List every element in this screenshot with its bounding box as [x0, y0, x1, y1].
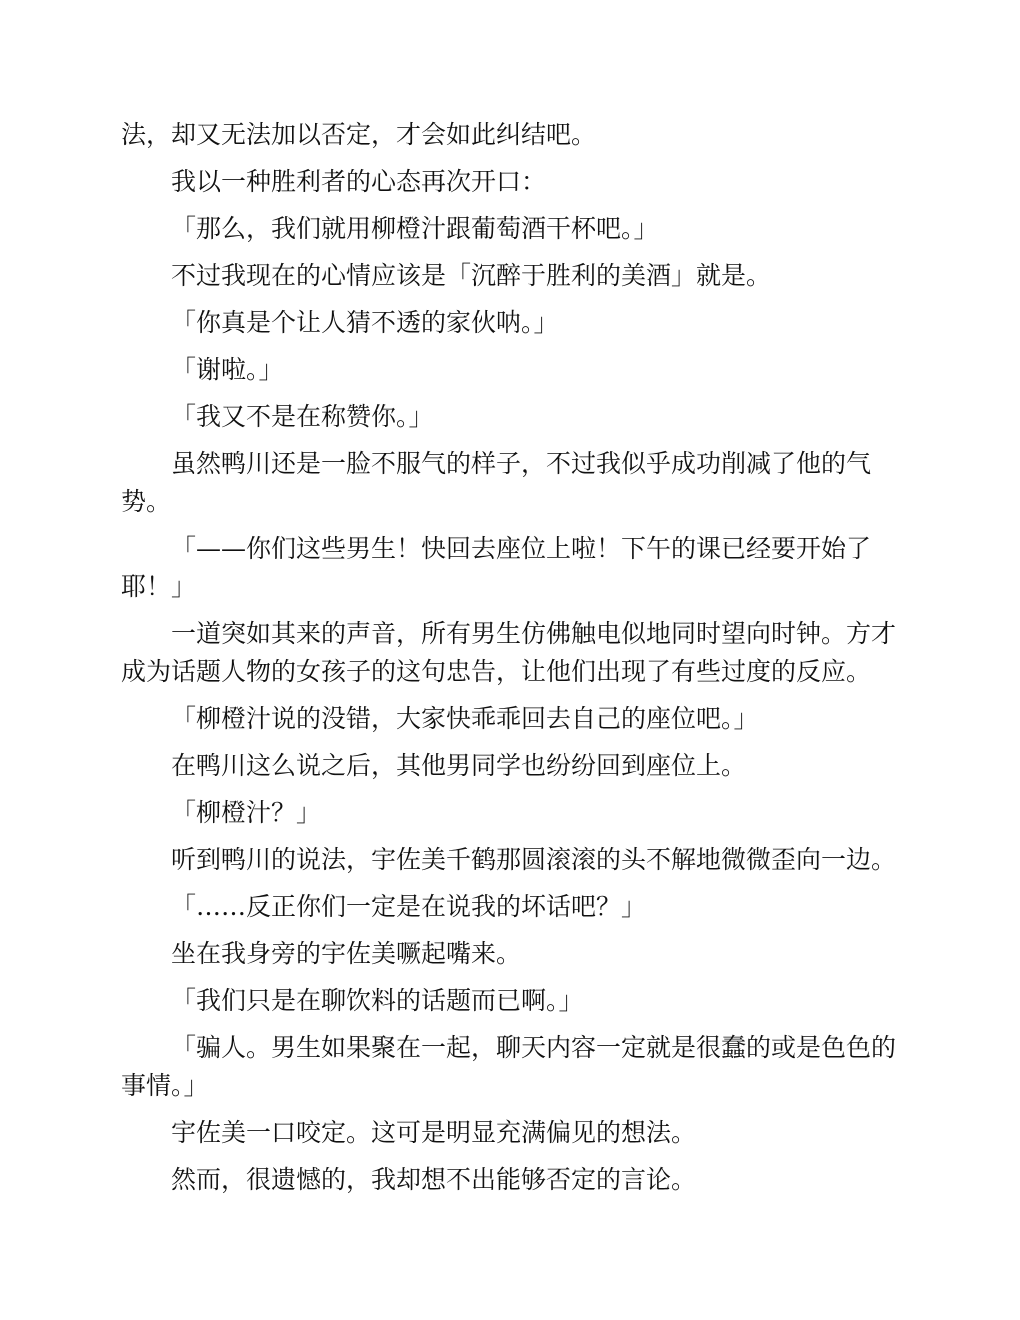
paragraph: 「——你们这些男生！快回去座位上啦！下午的课已经要开始了耶！」: [121, 534, 872, 601]
paragraph: 宇佐美一口咬定。这可是明显充满偏见的想法。: [171, 1118, 697, 1147]
paragraph: 「那么，我们就用柳橙汁跟葡萄酒干杯吧。」: [171, 214, 659, 243]
paragraph: 我以一种胜利者的心态再次开口：: [171, 167, 547, 196]
paragraph: 「柳橙汁？」: [171, 798, 322, 827]
paragraph: 「谢啦。」: [171, 355, 284, 384]
paragraph: 「骗人。男生如果聚在一起，聊天内容一定就是很蠢的或是色色的事情。」: [121, 1033, 897, 1100]
paragraph: 坐在我身旁的宇佐美噘起嘴来。: [171, 939, 522, 968]
paragraph: 虽然鸭川还是一脸不服气的样子，不过我似乎成功削减了他的气势。: [121, 449, 872, 516]
paragraph: 法，却又无法加以否定，才会如此纠结吧。: [121, 120, 597, 149]
paragraph: 「柳橙汁说的没错，大家快乖乖回去自己的座位吧。」: [171, 704, 759, 733]
paragraph: 「我们只是在聊饮料的话题而已啊。」: [171, 986, 584, 1015]
paragraph: 一道突如其来的声音，所有男生仿佛触电似地同时望向时钟。方才成为话题人物的女孩子的这句忠告，让他们出现了有些过度的反应。: [121, 619, 897, 686]
paragraph: 不过我现在的心情应该是「沉醉于胜利的美酒」就是。: [171, 261, 772, 290]
paragraph: 听到鸭川的说法，宇佐美千鹤那圆滚滚的头不解地微微歪向一边。: [171, 845, 897, 874]
paragraph: 「你真是个让人猜不透的家伙呐。」: [171, 308, 559, 337]
text-body: [121, 116, 911, 1208]
paragraph: 「……反正你们一定是在说我的坏话吧？」: [171, 892, 647, 921]
paragraph: 然而，很遗憾的，我却想不出能够否定的言论。: [171, 1165, 697, 1194]
paragraph: 「我又不是在称赞你。」: [171, 402, 434, 431]
paragraph: 在鸭川这么说之后，其他男同学也纷纷回到座位上。: [171, 751, 747, 780]
